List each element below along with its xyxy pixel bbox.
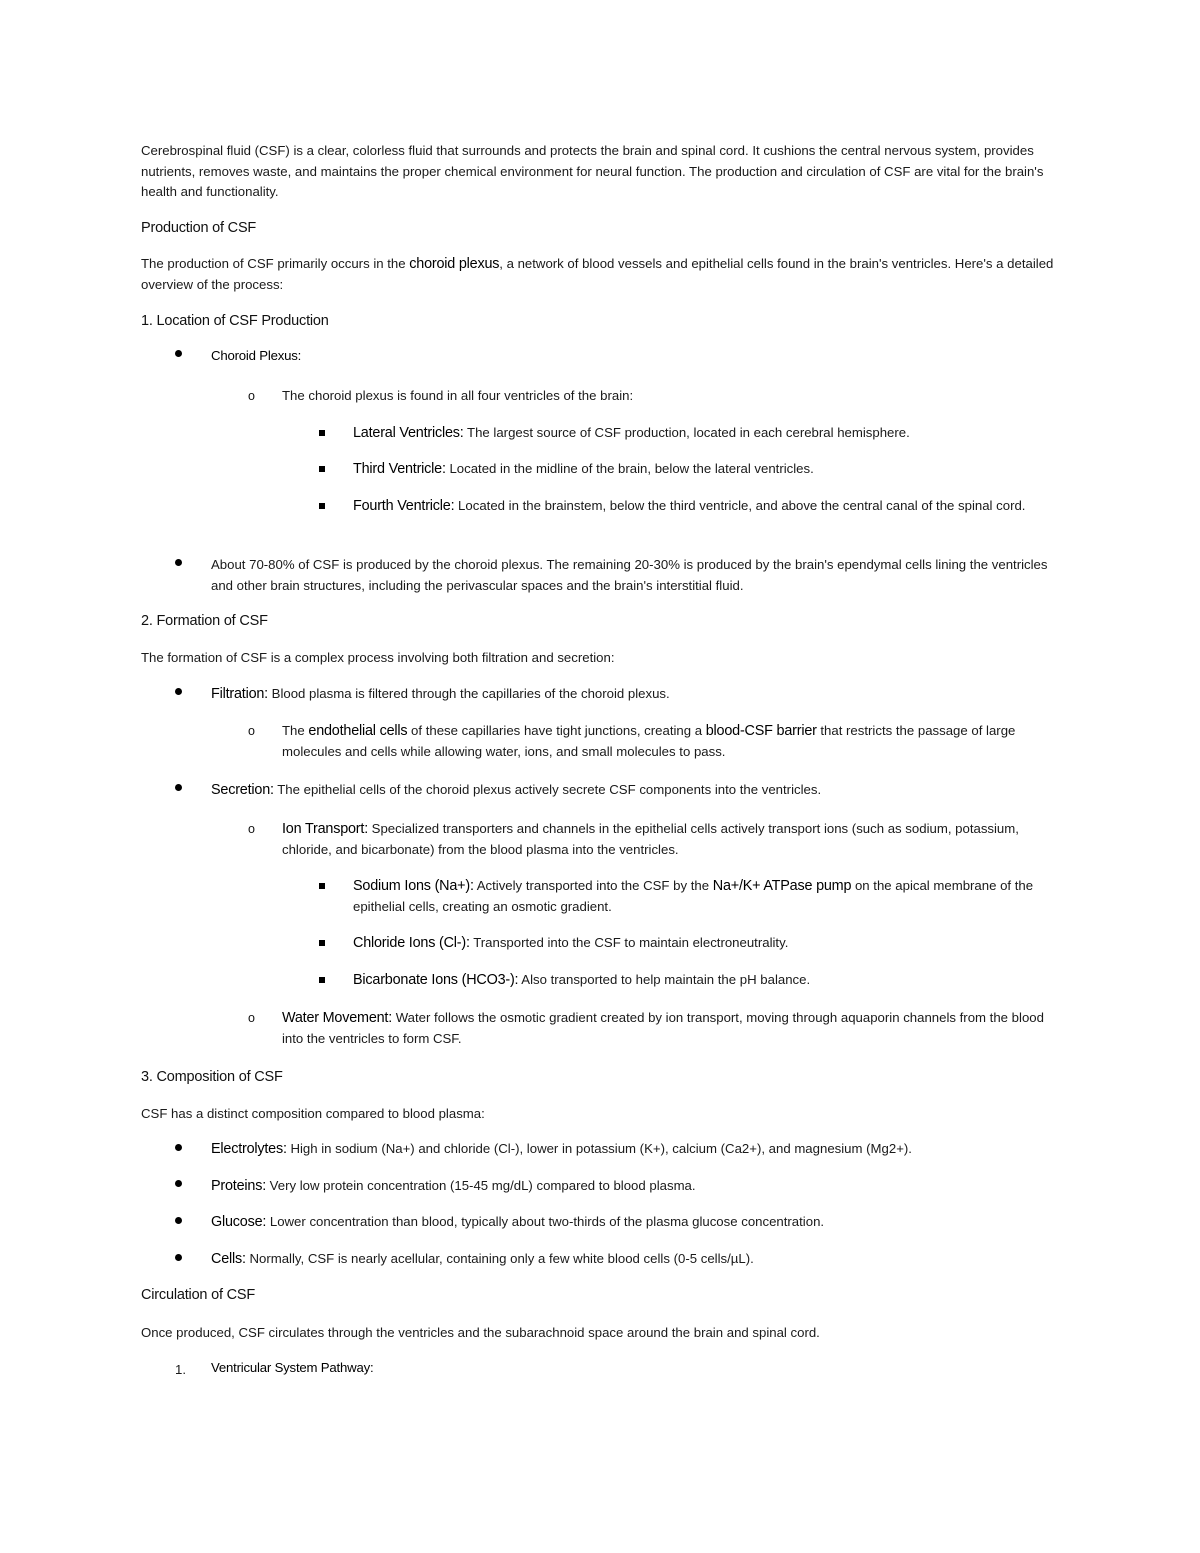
term-endothelial-cells: endothelial cells (308, 723, 408, 739)
item-term: Filtration: (211, 686, 268, 702)
bullet-dot-icon (175, 688, 182, 695)
item-desc: Very low protein concentration (15-45 mg/dL) compared to blood plasma. (266, 1178, 696, 1193)
text-run: The (282, 723, 309, 738)
item-desc: High in sodium (Na+) and chloride (Cl-), lower in potassium (K+), calcium (Ca2+), and magnesium (Mg2+). (286, 1141, 912, 1156)
circle-bullet-icon: o (248, 1011, 255, 1025)
glucose-item (211, 1212, 1061, 1233)
cells-item (211, 1249, 1061, 1270)
text-run: of these capillaries have tight junctions, creating a (407, 723, 706, 738)
composition-heading: 3. Composition of CSF (141, 1069, 283, 1085)
circulation-heading: Circulation of CSF (141, 1287, 256, 1303)
intro-paragraph: Cerebrospinal fluid (CSF) is a clear, colorless fluid that surrounds and protects the brain and spinal cord. It cushions the central nervous system, provides nutrients, removes waste, and maintains the proper chemical environment for neural function. The production and circulation of CSF are vital for the brain's health and functionality. (141, 143, 1044, 199)
square-bullet-icon (319, 466, 325, 472)
bullet-dot-icon (175, 1217, 182, 1224)
item-term: Chloride Ions (Cl-): (353, 935, 470, 951)
bullet-dot-icon (175, 1254, 182, 1261)
bicarbonate-ions-item (353, 970, 1061, 991)
item-term: Electrolytes: (211, 1141, 287, 1157)
square-bullet-icon (319, 940, 325, 946)
item-desc: Normally, CSF is nearly acellular, containing only a few white blood cells (0-5 cells/µL). (245, 1251, 754, 1266)
item-term: Secretion: (211, 782, 274, 798)
item-term: Proteins: (211, 1178, 266, 1194)
lateral-ventricles-item (353, 423, 1061, 444)
circle-bullet-icon: o (248, 389, 255, 403)
item-desc: Transported into the CSF to maintain electroneutrality. (469, 935, 789, 950)
item-term: Third Ventricle: (353, 461, 446, 477)
term-atpase-pump: Na+/K+ ATPase pump (712, 878, 852, 894)
item-term: Water Movement: (282, 1010, 393, 1026)
bullet-dot-icon (175, 350, 182, 357)
item-term: Cells: (211, 1251, 246, 1267)
text-run: Actively transported into the CSF by the (473, 878, 713, 893)
fourth-ventricle-item (353, 496, 1061, 517)
item-desc: Water follows the osmotic gradient created by ion transport, moving through aquaporin channels from the blood into the ventricles to form CSF. (282, 1010, 1044, 1046)
item-desc: Lower concentration than blood, typically about two-thirds of the plasma glucose concentration. (266, 1214, 825, 1229)
endothelial-subitem (282, 721, 1061, 762)
electrolytes-item (211, 1139, 1061, 1160)
text-run: The production of CSF primarily occurs in the (141, 256, 410, 271)
ventricular-pathway-item: Ventricular System Pathway: (211, 1360, 374, 1375)
bullet-dot-icon (175, 559, 182, 566)
item-term: Sodium Ions (Na+): (353, 878, 474, 894)
item-desc: Specialized transporters and channels in the epithelial cells actively transport ions (such as sodium, potassium, chloride, and bicarbonate) from the blood plasma into the ventricles. (282, 821, 1019, 857)
item-term: Fourth Ventricle: (353, 498, 455, 514)
bullet-dot-icon (175, 1180, 182, 1187)
item-desc: The epithelial cells of the choroid plexus actively secrete CSF components into the ventricles. (273, 782, 822, 797)
sodium-ions-item (353, 876, 1061, 917)
ion-transport-subitem (282, 819, 1061, 860)
item-term: Ion Transport: (282, 821, 368, 837)
third-ventricle-item (353, 459, 1061, 480)
item-desc: Located in the midline of the brain, below the lateral ventricles. (445, 461, 814, 476)
item-term: Lateral Ventricles: (353, 425, 464, 441)
bullet-dot-icon (175, 1144, 182, 1151)
item-desc: Blood plasma is filtered through the capillaries of the choroid plexus. (267, 686, 670, 701)
secretion-item (211, 780, 1061, 801)
proteins-item (211, 1176, 1061, 1197)
chloride-ions-item (353, 933, 1061, 954)
water-movement-subitem (282, 1008, 1061, 1049)
filtration-item (211, 684, 1061, 705)
text-run: that restricts the passage of large molecules and cells while allowing water, ions, and small molecules to pass. (282, 723, 1016, 759)
production-heading: Production of CSF (141, 220, 257, 236)
bullet-dot-icon (175, 784, 182, 791)
choroid-plexus-item: Choroid Plexus: (211, 348, 302, 363)
csf-percentage-item: About 70-80% of CSF is produced by the choroid plexus. The remaining 20-30% is produced by the brain's ependymal cells lining the ventricles and other brain structures, including the perivascular spaces and the brain's interstitial fluid. (211, 557, 1048, 593)
list-number: 1. (175, 1362, 186, 1377)
item-term: Bicarbonate Ions (HCO3-): (353, 972, 519, 988)
square-bullet-icon (319, 977, 325, 983)
formation-intro: The formation of CSF is a complex process involving both filtration and secretion: (141, 650, 615, 665)
circulation-intro: Once produced, CSF circulates through the ventricles and the subarachnoid space around the brain and spinal cord. (141, 1325, 820, 1340)
composition-intro: CSF has a distinct composition compared to blood plasma: (141, 1106, 485, 1121)
choroid-plexus-subitem: The choroid plexus is found in all four ventricles of the brain: (282, 388, 634, 403)
square-bullet-icon (319, 503, 325, 509)
location-heading: 1. Location of CSF Production (141, 313, 329, 329)
item-desc: Also transported to help maintain the pH balance. (518, 972, 811, 987)
circle-bullet-icon: o (248, 724, 255, 738)
item-term: Glucose: (211, 1214, 267, 1230)
production-paragraph (141, 254, 1061, 295)
item-desc: The largest source of CSF production, located in each cerebral hemisphere. (463, 425, 910, 440)
square-bullet-icon (319, 883, 325, 889)
item-desc: Located in the brainstem, below the third ventricle, and above the central canal of the spinal cord. (454, 498, 1026, 513)
term-choroid-plexus: choroid plexus (409, 256, 500, 272)
formation-heading: 2. Formation of CSF (141, 613, 268, 629)
term-blood-csf-barrier: blood-CSF barrier (705, 723, 817, 739)
square-bullet-icon (319, 430, 325, 436)
text-run: on the apical membrane of the epithelial cells, creating an osmotic gradient. (353, 878, 1034, 914)
circle-bullet-icon: o (248, 822, 255, 836)
text-run: , a network of blood vessels and epithelial cells found in the brain's ventricles. Here's a detailed overview of the process: (141, 256, 1054, 292)
